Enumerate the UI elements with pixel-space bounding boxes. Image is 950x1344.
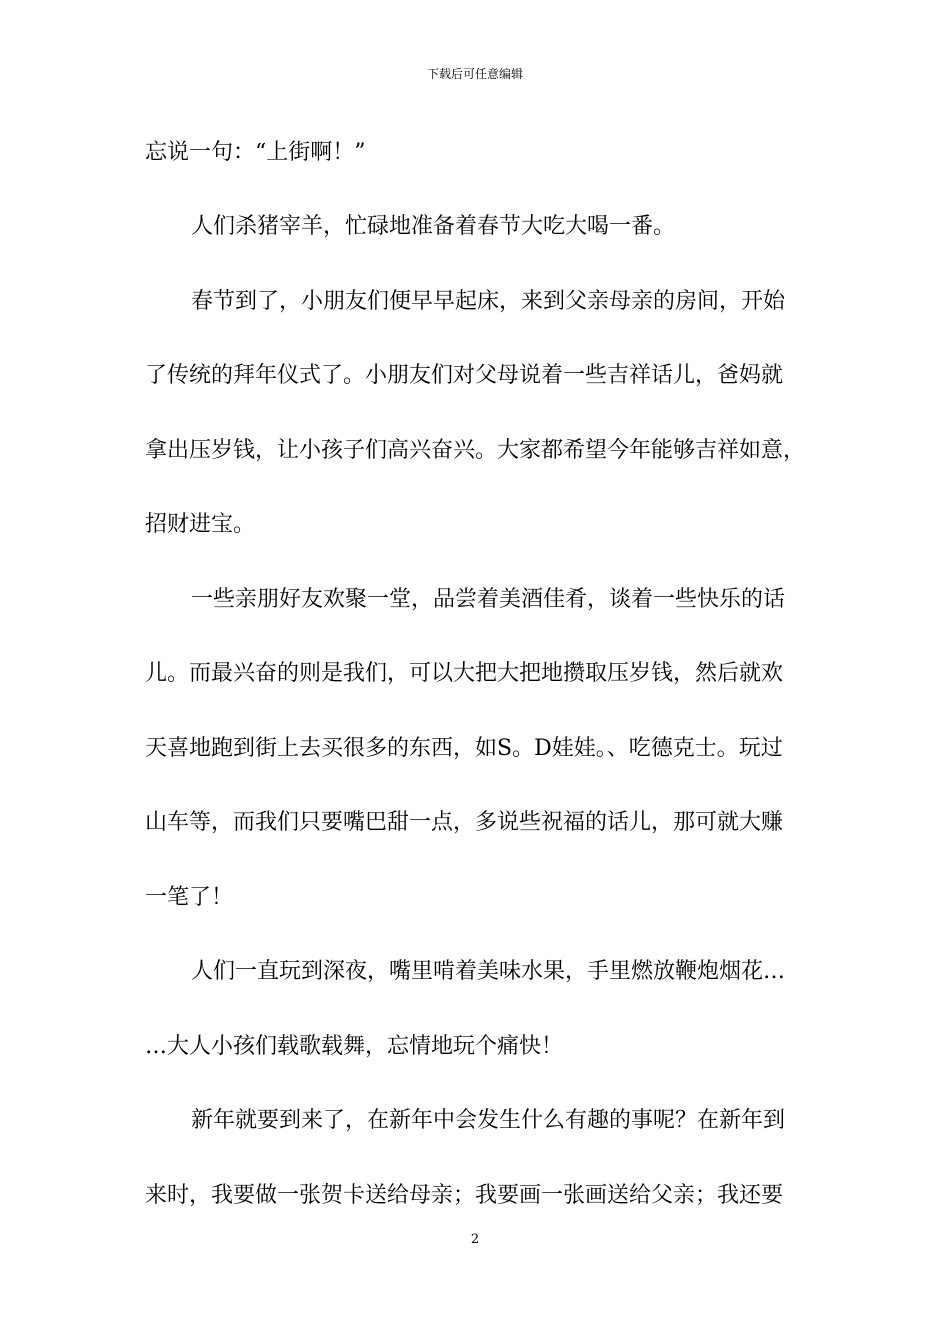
text-line: 人们一直玩到深夜，嘴里啃着美味水果，手里燃放鞭炮烟花… <box>191 959 786 984</box>
text-line: 拿出压岁钱，让小孩子们高兴奋兴。大家都希望今年能够吉祥如意， <box>145 438 806 463</box>
text-line: 一笔了！ <box>145 885 234 910</box>
page-header: 下载后可任意编辑 <box>426 67 523 81</box>
text-line: …大人小孩们载歌载舞，忘情地玩个痛快！ <box>145 1034 564 1059</box>
text-line: 了传统的拜年仪式了。小朋友们对父母说着一些吉祥话儿，爸妈就 <box>145 363 784 388</box>
text-line: 山车等，而我们只要嘴巴甜一点，多说些祝福的话儿，那可就大赚 <box>145 810 784 835</box>
text-line: 招财进宝。 <box>145 512 256 537</box>
text-line: 忘说一句：“上街啊！” <box>145 140 366 165</box>
text-line: 天喜地跑到街上去买很多的东西，如S。D娃娃。、吃德克士。玩过 <box>145 736 783 761</box>
text-line: 儿。而最兴奋的则是我们，可以大把大把地攒取压岁钱，然后就欢 <box>145 661 784 686</box>
text-line: 一些亲朋好友欢聚一堂，品尝着美酒佳肴，谈着一些快乐的话 <box>191 587 786 612</box>
text-line: 新年就要到来了，在新年中会发生什么有趣的事呢？在新年到 <box>191 1108 786 1133</box>
text-line: 来时，我要做一张贺卡送给母亲；我要画一张画送给父亲；我还要 <box>145 1183 784 1208</box>
page-number: 2 <box>470 1232 480 1247</box>
text-line: 人们杀猪宰羊，忙碌地准备着春节大吃大喝一番。 <box>191 214 676 239</box>
text-line: 春节到了，小朋友们便早早起床，来到父亲母亲的房间，开始 <box>191 289 786 314</box>
